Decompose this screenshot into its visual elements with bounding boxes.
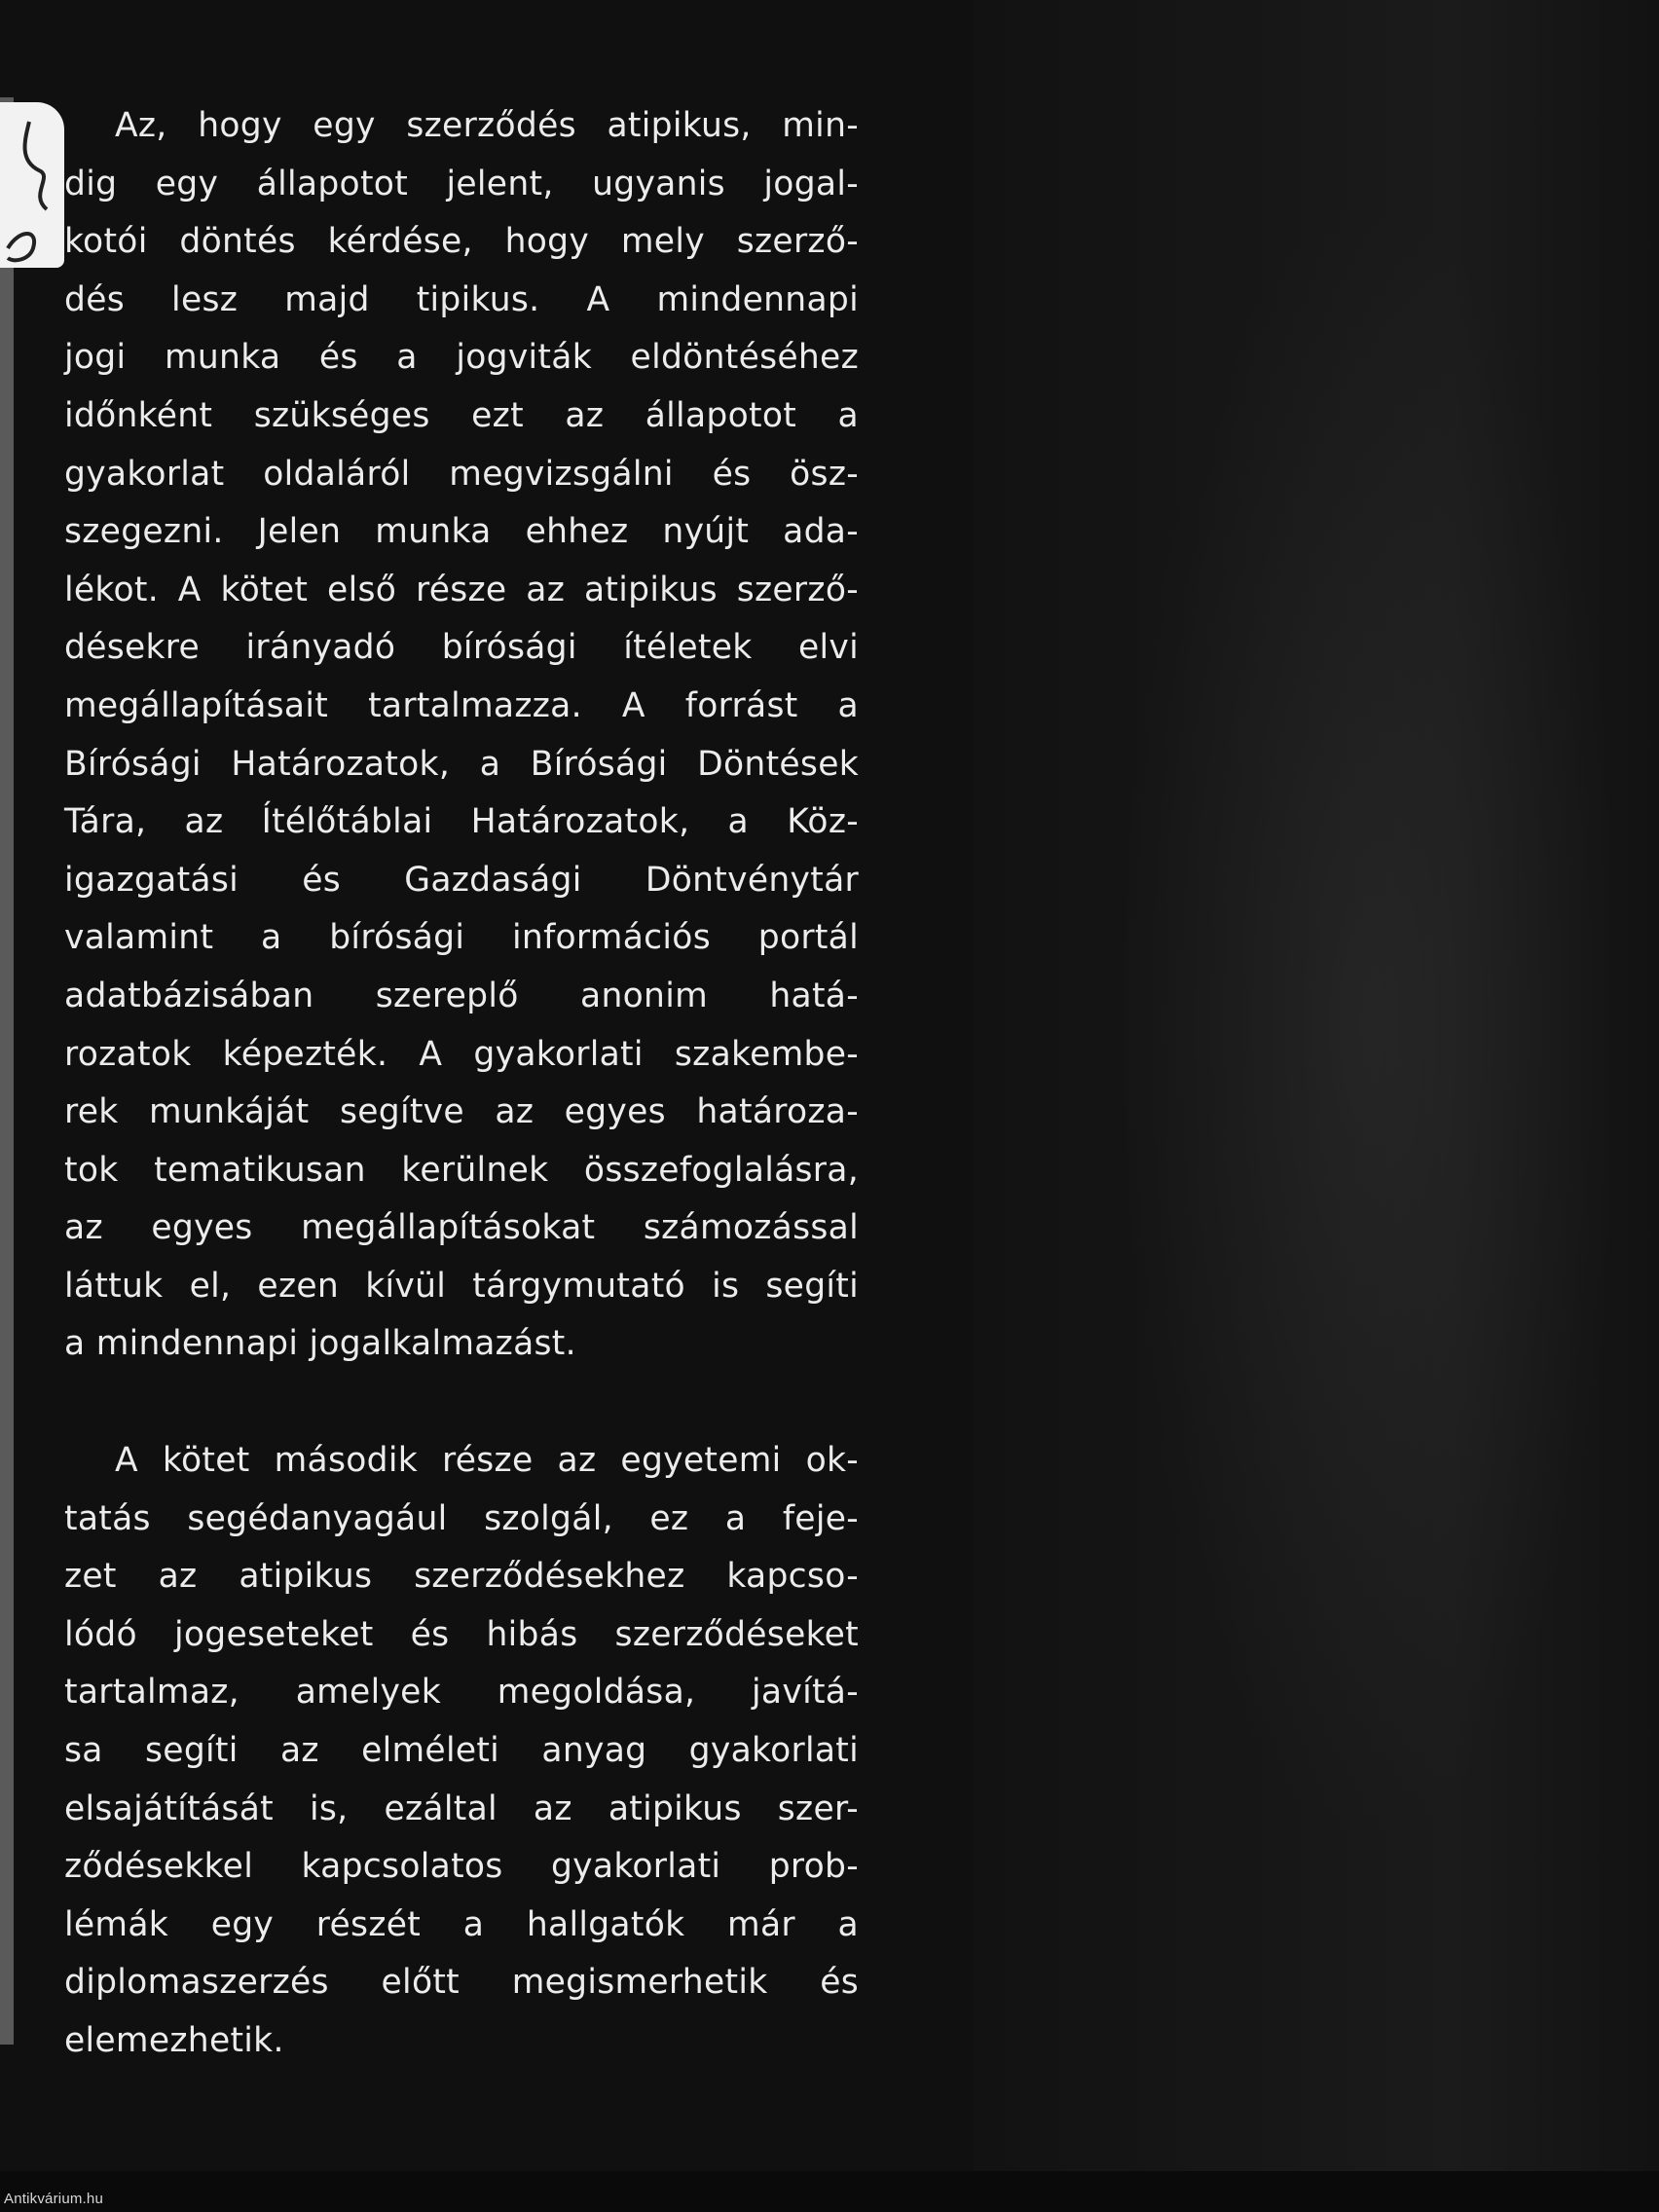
- text-line: dig egy állapotot jelent, ugyanis jogal-: [64, 164, 859, 203]
- text-line: gyakorlat oldaláról megvizsgálni és ösz-: [64, 454, 859, 494]
- paragraph-2: [64, 1432, 859, 2071]
- text-line: igazgatási és Gazdasági Döntvénytár: [64, 860, 859, 900]
- text-line: désekre irányadó bírósági ítéletek elvi: [64, 628, 859, 668]
- text-line: valamint a bírósági információs portál: [64, 918, 859, 958]
- text-line: A kötet második része az egyetemi ok-: [115, 1441, 859, 1481]
- text-line: láttuk el, ezen kívül tárgymutató is segíti: [64, 1266, 859, 1306]
- text-line: diplomaszerzés előtt megismerhetik és: [64, 1963, 859, 2003]
- watermark: Antikvárium.hu: [4, 2191, 104, 2207]
- price-sticker-fragment: [0, 102, 64, 268]
- handwritten-mark-icon: [0, 102, 64, 268]
- text-line: sa segíti az elméleti anyag gyakorlati: [64, 1731, 859, 1771]
- bottom-edge: [0, 2171, 1659, 2212]
- text-line: a mindennapi jogalkalmazást.: [64, 1324, 576, 1364]
- text-line: jogi munka és a jogviták eldöntéséhez: [64, 338, 859, 378]
- text-line: Az, hogy egy szerződés atipikus, min-: [115, 106, 859, 145]
- text-line: Tára, az Ítélőtáblai Határozatok, a Köz-: [64, 802, 859, 842]
- text-line: kotói döntés kérdése, hogy mely szerző-: [64, 222, 859, 262]
- text-line: adatbázisában szereplő anonim hatá-: [64, 976, 859, 1015]
- text-line: megállapításait tartalmazza. A forrást a: [64, 685, 859, 725]
- text-line: szegezni. Jelen munka ehhez nyújt ada-: [64, 512, 859, 552]
- text-line: tartalmaz, amelyek megoldása, javítá-: [64, 1673, 859, 1713]
- background-shadow-figure: [1120, 195, 1626, 1850]
- text-line: elemezhetik.: [64, 2021, 284, 2060]
- text-line: az egyes megállapításokat számozással: [64, 1208, 859, 1248]
- text-line: lékot. A kötet első része az atipikus szerző-: [64, 570, 859, 609]
- text-line: dés lesz majd tipikus. A mindennapi: [64, 279, 859, 319]
- text-line: ződésekkel kapcsolatos gyakorlati prob-: [64, 1847, 859, 1887]
- text-line: lódó jogeseteket és hibás szerződéseket: [64, 1614, 859, 1654]
- text-line: zet az atipikus szerződésekhez kapcso-: [64, 1557, 859, 1597]
- text-line: rozatok képezték. A gyakorlati szakembe-: [64, 1034, 859, 1074]
- text-line: Bírósági Határozatok, a Bírósági Döntések: [64, 744, 859, 784]
- text-line: tatás segédanyagául szolgál, ez a feje-: [64, 1498, 859, 1538]
- text-line: időnként szükséges ezt az állapotot a: [64, 395, 859, 435]
- text-line: lémák egy részét a hallgatók már a: [64, 1904, 859, 1944]
- left-edge-strip: [0, 97, 14, 2045]
- paragraph-1: [64, 97, 859, 1374]
- blurb-text-column: [64, 97, 859, 2071]
- text-line: rek munkáját segítve az egyes határoza-: [64, 1092, 859, 1132]
- text-line: elsajátítását is, ezáltal az atipikus szer-: [64, 1788, 859, 1828]
- text-line: tok tematikusan kerülnek összefoglalásra,: [64, 1150, 859, 1190]
